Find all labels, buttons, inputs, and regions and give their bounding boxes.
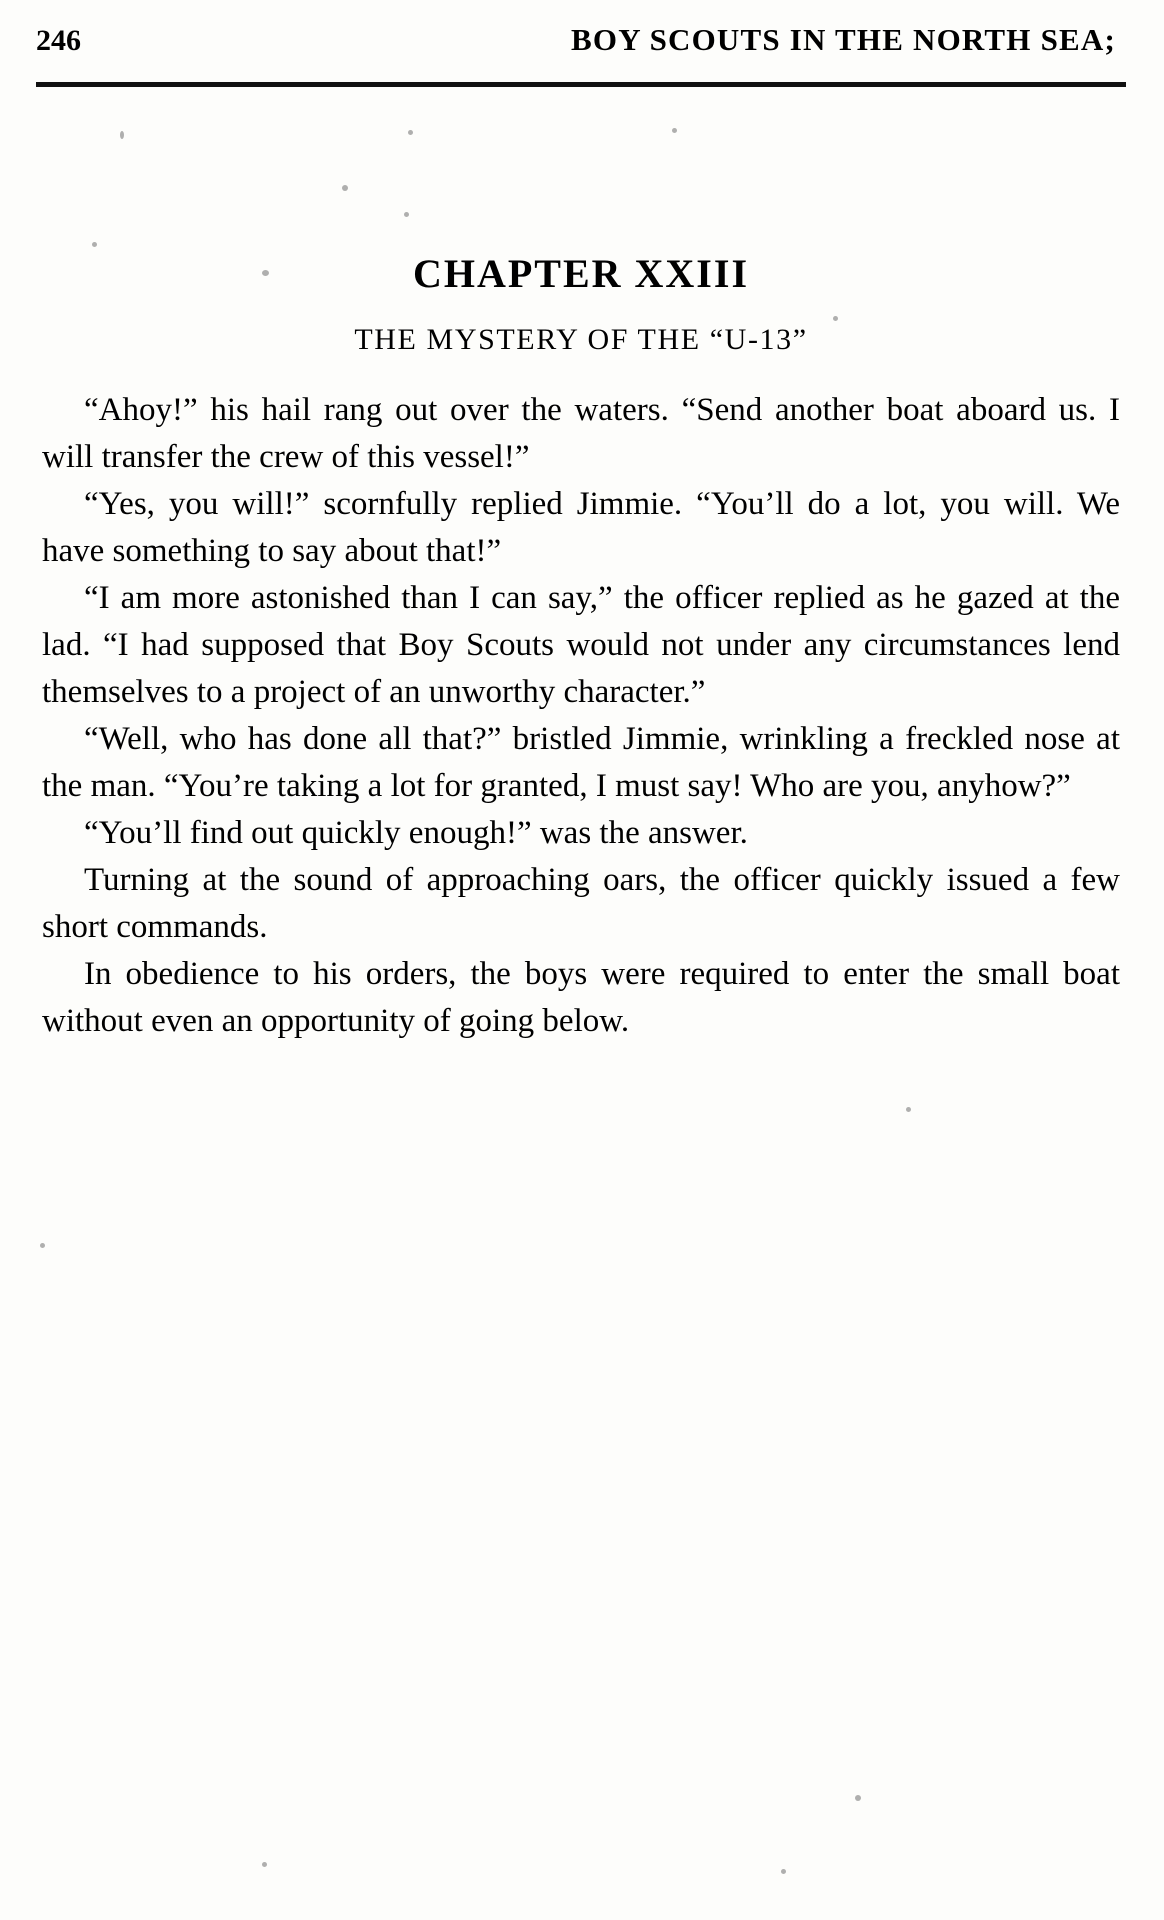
paper-speck bbox=[262, 270, 269, 276]
body-text bbox=[36, 387, 1126, 1045]
chapter-title: CHAPTER XXIII bbox=[412, 251, 750, 296]
paragraph: In obedience to his orders, the boys were required to enter the small boat without even an opportunity of going below. bbox=[42, 956, 1120, 1039]
header-rule bbox=[36, 82, 1126, 87]
paragraph: “Well, who has done all that?” bristled Jimmie, wrinkling a freckled nose at the man. “You’re taking a lot for granted, I must say! Who are you, anyhow?” bbox=[42, 721, 1120, 804]
paper-speck bbox=[408, 130, 413, 135]
paper-speck bbox=[40, 1243, 45, 1248]
page-content bbox=[36, 240, 1126, 1045]
paper-speck bbox=[855, 1795, 861, 1801]
paragraph: “You’ll find out quickly enough!” was the answer. bbox=[84, 815, 748, 851]
paper-speck bbox=[833, 316, 838, 321]
paper-speck bbox=[120, 131, 124, 139]
paragraph: “Yes, you will!” scornfully replied Jimmie. “You’ll do a lot, you will. We have something to say about that!” bbox=[42, 486, 1120, 569]
paper-speck bbox=[781, 1869, 786, 1874]
page-header bbox=[36, 22, 1128, 58]
page-number: 246 bbox=[36, 24, 81, 57]
running-head: BOY SCOUTS IN THE NORTH SEA; bbox=[571, 22, 1116, 57]
paper-speck bbox=[342, 185, 348, 191]
paragraph: “I am more astonished than I can say,” the officer replied as he gazed at the lad. “I had supposed that Boy Scouts would not under any circumstances lend themselves to a project of an unworthy character.” bbox=[42, 580, 1120, 710]
chapter-subtitle: THE MYSTERY OF THE “U-13” bbox=[354, 323, 808, 356]
paper-speck bbox=[92, 242, 97, 247]
paper-speck bbox=[404, 212, 409, 217]
paper-speck bbox=[262, 1862, 267, 1867]
paragraph: Turning at the sound of approaching oars, the officer quickly issued a few short commands. bbox=[42, 862, 1120, 945]
paper-speck bbox=[906, 1107, 911, 1112]
paragraph: “Ahoy!” his hail rang out over the waters. “Send another boat aboard us. I will transfer the crew of this vessel!” bbox=[42, 392, 1120, 475]
paper-speck bbox=[672, 128, 677, 133]
